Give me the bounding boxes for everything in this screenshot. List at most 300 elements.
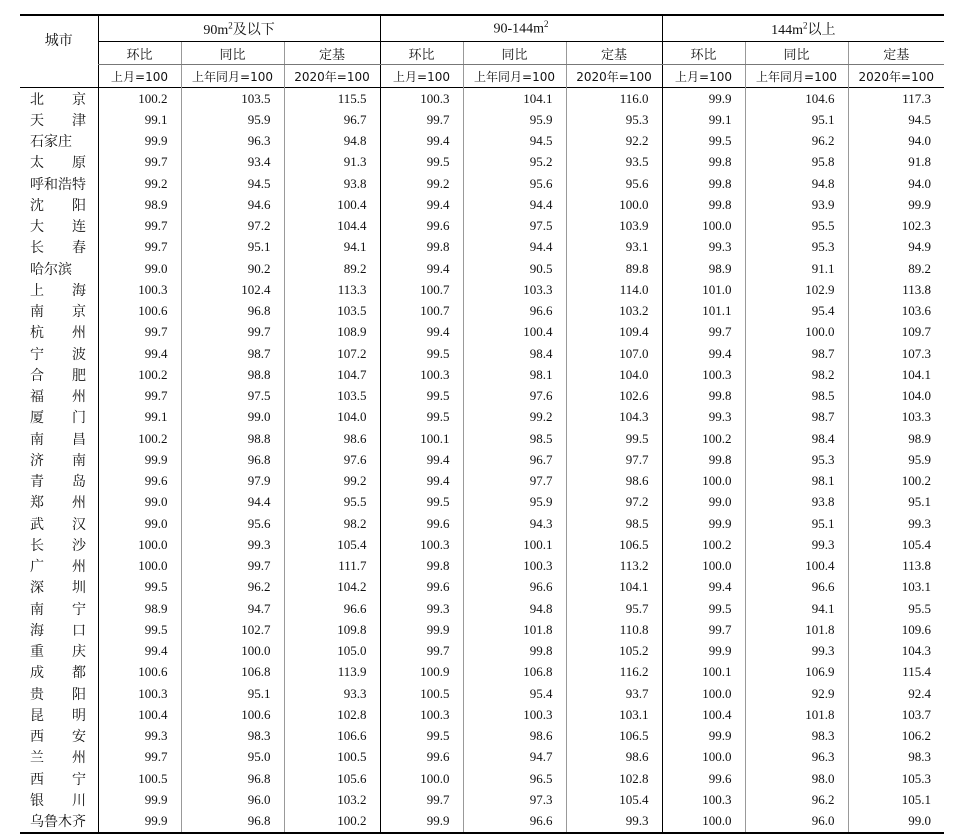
index-value-cell: 100.3 — [380, 88, 463, 110]
table-row — [20, 577, 944, 598]
index-value-cell: 99.9 — [662, 726, 745, 747]
index-value-cell: 110.8 — [566, 619, 662, 640]
index-value-cell: 98.6 — [566, 747, 662, 768]
index-value-cell: 98.1 — [463, 364, 566, 385]
index-value-cell: 96.2 — [745, 131, 848, 152]
index-value-cell: 113.8 — [848, 556, 944, 577]
index-value-cell: 99.3 — [181, 534, 284, 555]
index-value-cell: 99.6 — [380, 577, 463, 598]
index-value-cell: 103.5 — [284, 386, 380, 407]
index-value-cell: 99.8 — [662, 386, 745, 407]
table-row — [20, 88, 944, 110]
index-value-cell: 105.4 — [848, 534, 944, 555]
index-value-cell: 99.4 — [380, 258, 463, 279]
index-value-cell: 91.3 — [284, 152, 380, 173]
city-name-cell: 郑 州 — [30, 495, 86, 512]
index-value-cell: 99.3 — [745, 534, 848, 555]
city-name-cell: 呼和浩特 — [30, 176, 86, 193]
index-value-cell: 96.6 — [463, 301, 566, 322]
index-value-cell: 99.6 — [98, 471, 181, 492]
index-value-cell: 94.1 — [745, 598, 848, 619]
index-value-cell: 113.2 — [566, 556, 662, 577]
index-value-cell: 93.8 — [284, 173, 380, 194]
index-value-cell: 95.4 — [745, 301, 848, 322]
index-value-cell: 100.9 — [380, 662, 463, 683]
index-value-cell: 100.6 — [98, 301, 181, 322]
index-value-cell: 99.9 — [662, 88, 745, 110]
index-value-cell: 96.5 — [463, 768, 566, 789]
index-value-cell: 104.3 — [566, 407, 662, 428]
index-value-cell: 99.1 — [98, 407, 181, 428]
index-value-cell: 100.2 — [98, 364, 181, 385]
index-value-cell: 99.8 — [380, 556, 463, 577]
index-value-cell: 99.3 — [98, 726, 181, 747]
index-value-cell: 99.7 — [380, 109, 463, 130]
index-value-cell: 103.9 — [566, 216, 662, 237]
index-value-cell: 98.9 — [662, 258, 745, 279]
index-value-cell: 96.8 — [181, 768, 284, 789]
base-label-2020: 2020年=100 — [848, 65, 944, 88]
index-value-cell: 105.0 — [284, 641, 380, 662]
index-value-cell: 96.6 — [463, 811, 566, 833]
index-value-cell: 99.7 — [98, 322, 181, 343]
index-value-cell: 96.7 — [463, 449, 566, 470]
index-value-cell: 96.3 — [745, 747, 848, 768]
index-value-cell: 95.3 — [745, 237, 848, 258]
index-value-cell: 117.3 — [848, 88, 944, 110]
index-value-cell: 89.8 — [566, 258, 662, 279]
index-value-cell: 106.9 — [745, 662, 848, 683]
index-value-cell: 99.0 — [181, 407, 284, 428]
table-row — [20, 513, 944, 534]
city-name-cell: 青 岛 — [30, 474, 86, 491]
base-label-2020: 2020年=100 — [284, 65, 380, 88]
index-value-cell: 91.8 — [848, 152, 944, 173]
index-value-cell: 96.3 — [181, 131, 284, 152]
table-row — [20, 789, 944, 810]
index-value-cell: 102.7 — [181, 619, 284, 640]
index-value-cell: 94.5 — [848, 109, 944, 130]
index-value-cell: 95.6 — [181, 513, 284, 534]
index-value-cell: 95.1 — [745, 109, 848, 130]
index-value-cell: 98.6 — [566, 471, 662, 492]
index-value-cell: 95.7 — [566, 598, 662, 619]
index-value-cell: 100.7 — [380, 279, 463, 300]
index-value-cell: 98.5 — [745, 386, 848, 407]
index-value-cell: 104.4 — [284, 216, 380, 237]
index-value-cell: 96.8 — [181, 301, 284, 322]
index-value-cell: 100.2 — [98, 88, 181, 110]
index-value-cell: 94.7 — [181, 598, 284, 619]
index-value-cell: 98.9 — [98, 194, 181, 215]
index-value-cell: 100.2 — [284, 811, 380, 833]
index-value-cell: 103.3 — [463, 279, 566, 300]
city-name-cell: 武 汉 — [30, 516, 86, 533]
index-value-cell: 94.7 — [463, 747, 566, 768]
index-value-cell: 100.6 — [181, 704, 284, 725]
table-row — [20, 152, 944, 173]
index-value-cell: 94.4 — [463, 194, 566, 215]
index-value-cell: 97.5 — [463, 216, 566, 237]
index-value-cell: 98.5 — [566, 513, 662, 534]
index-value-cell: 95.3 — [745, 449, 848, 470]
index-value-cell: 92.4 — [848, 683, 944, 704]
table-row — [20, 109, 944, 130]
index-value-cell: 99.5 — [98, 619, 181, 640]
index-value-cell: 94.6 — [181, 194, 284, 215]
city-name-cell: 深 圳 — [30, 580, 86, 597]
sub-header-mom: 环比 — [380, 42, 463, 65]
index-value-cell: 99.2 — [380, 173, 463, 194]
city-column-header: 城市 — [44, 34, 73, 50]
city-name-cell: 济 南 — [30, 452, 86, 469]
index-value-cell: 94.3 — [463, 513, 566, 534]
index-value-cell: 104.3 — [848, 641, 944, 662]
index-value-cell: 108.9 — [284, 322, 380, 343]
index-value-cell: 94.5 — [181, 173, 284, 194]
index-value-cell: 105.6 — [284, 768, 380, 789]
index-value-cell: 95.9 — [463, 109, 566, 130]
index-value-cell: 99.4 — [380, 471, 463, 492]
index-value-cell: 94.0 — [848, 131, 944, 152]
index-value-cell: 99.9 — [380, 811, 463, 833]
table-row — [20, 237, 944, 258]
index-value-cell: 109.7 — [848, 322, 944, 343]
index-value-cell: 100.3 — [98, 683, 181, 704]
index-value-cell: 99.0 — [662, 492, 745, 513]
index-value-cell: 97.7 — [566, 449, 662, 470]
index-value-cell: 100.0 — [380, 768, 463, 789]
table-row — [20, 279, 944, 300]
index-value-cell: 96.6 — [463, 577, 566, 598]
table-row — [20, 619, 944, 640]
index-value-cell: 98.3 — [745, 726, 848, 747]
index-value-cell: 116.2 — [566, 662, 662, 683]
city-name-cell: 重 庆 — [30, 644, 86, 661]
sub-header-fixed-base: 定基 — [284, 42, 380, 65]
index-value-cell: 100.2 — [98, 428, 181, 449]
table-header — [20, 15, 944, 88]
table-row — [20, 471, 944, 492]
index-value-cell: 96.0 — [181, 789, 284, 810]
sub-header-yoy: 同比 — [745, 42, 848, 65]
index-value-cell: 104.0 — [566, 364, 662, 385]
index-value-cell: 113.3 — [284, 279, 380, 300]
index-value-cell: 99.7 — [380, 641, 463, 662]
index-value-cell: 99.4 — [98, 641, 181, 662]
index-value-cell: 103.5 — [284, 301, 380, 322]
table-row — [20, 683, 944, 704]
index-value-cell: 99.2 — [284, 471, 380, 492]
index-value-cell: 105.2 — [566, 641, 662, 662]
index-value-cell: 101.1 — [662, 301, 745, 322]
city-name-cell: 厦 门 — [30, 410, 86, 427]
index-value-cell: 98.4 — [463, 343, 566, 364]
index-value-cell: 98.9 — [848, 428, 944, 449]
index-value-cell: 104.1 — [463, 88, 566, 110]
index-value-cell: 98.4 — [745, 428, 848, 449]
index-value-cell: 100.3 — [380, 534, 463, 555]
table-row — [20, 449, 944, 470]
index-value-cell: 103.3 — [848, 407, 944, 428]
index-value-cell: 100.4 — [98, 704, 181, 725]
city-name-cell: 太 原 — [30, 155, 86, 172]
index-value-cell: 109.8 — [284, 619, 380, 640]
base-label-2020: 2020年=100 — [566, 65, 662, 88]
index-value-cell: 99.4 — [380, 194, 463, 215]
city-name-cell: 乌鲁木齐 — [30, 814, 86, 831]
index-value-cell: 95.1 — [181, 237, 284, 258]
index-value-cell: 102.6 — [566, 386, 662, 407]
index-value-cell: 98.2 — [284, 513, 380, 534]
sub-header-yoy: 同比 — [181, 42, 284, 65]
index-value-cell: 99.2 — [463, 407, 566, 428]
index-value-cell: 98.7 — [181, 343, 284, 364]
index-value-cell: 111.7 — [284, 556, 380, 577]
table-row — [20, 173, 944, 194]
index-value-cell: 99.5 — [380, 492, 463, 513]
index-value-cell: 100.5 — [98, 768, 181, 789]
index-value-cell: 99.8 — [662, 173, 745, 194]
index-value-cell: 99.0 — [98, 513, 181, 534]
index-value-cell: 100.3 — [463, 704, 566, 725]
table-body — [20, 88, 944, 833]
sub-header-yoy: 同比 — [463, 42, 566, 65]
index-value-cell: 104.0 — [848, 386, 944, 407]
index-value-cell: 100.4 — [662, 704, 745, 725]
index-value-cell: 95.5 — [848, 598, 944, 619]
index-value-cell: 103.7 — [848, 704, 944, 725]
index-value-cell: 99.3 — [662, 237, 745, 258]
index-value-cell: 99.5 — [380, 726, 463, 747]
index-value-cell: 106.5 — [566, 534, 662, 555]
index-value-cell: 99.7 — [181, 556, 284, 577]
table-row — [20, 556, 944, 577]
index-value-cell: 94.8 — [745, 173, 848, 194]
index-value-cell: 105.4 — [284, 534, 380, 555]
index-value-cell: 100.2 — [848, 471, 944, 492]
index-value-cell: 113.9 — [284, 662, 380, 683]
index-value-cell: 99.4 — [380, 131, 463, 152]
index-value-cell: 94.4 — [181, 492, 284, 513]
index-value-cell: 98.3 — [848, 747, 944, 768]
city-name-cell: 西 安 — [30, 729, 86, 746]
index-value-cell: 94.9 — [848, 237, 944, 258]
table-row — [20, 726, 944, 747]
index-value-cell: 99.3 — [848, 513, 944, 534]
sub-header-mom: 环比 — [98, 42, 181, 65]
group-header-under-90: $90m^2$及以下 — [98, 15, 380, 42]
index-value-cell: 106.5 — [566, 726, 662, 747]
index-value-cell: 115.5 — [284, 88, 380, 110]
index-value-cell: 100.0 — [745, 322, 848, 343]
index-value-cell: 99.8 — [662, 194, 745, 215]
index-value-cell: 99.9 — [662, 641, 745, 662]
index-value-cell: 99.5 — [380, 407, 463, 428]
city-name-cell: 福 州 — [30, 389, 86, 406]
index-value-cell: 96.6 — [745, 577, 848, 598]
index-value-cell: 100.0 — [662, 216, 745, 237]
index-value-cell: 103.2 — [566, 301, 662, 322]
index-value-cell: 99.0 — [98, 258, 181, 279]
index-value-cell: 98.8 — [181, 364, 284, 385]
index-value-cell: 94.5 — [463, 131, 566, 152]
index-value-cell: 99.5 — [566, 428, 662, 449]
index-value-cell: 100.0 — [98, 534, 181, 555]
table-row — [20, 534, 944, 555]
index-value-cell: 97.5 — [181, 386, 284, 407]
index-value-cell: 95.5 — [745, 216, 848, 237]
index-value-cell: 99.6 — [380, 513, 463, 534]
index-value-cell: 103.1 — [566, 704, 662, 725]
index-value-cell: 99.5 — [662, 131, 745, 152]
index-value-cell: 101.8 — [745, 619, 848, 640]
index-value-cell: 99.4 — [380, 449, 463, 470]
index-value-cell: 106.8 — [181, 662, 284, 683]
index-value-cell: 99.9 — [98, 811, 181, 833]
index-value-cell: 93.9 — [745, 194, 848, 215]
city-name-cell: 成 都 — [30, 665, 86, 682]
index-value-cell: 99.8 — [662, 152, 745, 173]
index-value-cell: 99.6 — [380, 216, 463, 237]
index-value-cell: 113.8 — [848, 279, 944, 300]
index-value-cell: 98.2 — [745, 364, 848, 385]
index-value-cell: 99.8 — [380, 237, 463, 258]
index-value-cell: 94.8 — [463, 598, 566, 619]
index-value-cell: 95.5 — [284, 492, 380, 513]
index-value-cell: 100.4 — [463, 322, 566, 343]
index-value-cell: 98.6 — [463, 726, 566, 747]
index-value-cell: 100.1 — [463, 534, 566, 555]
index-value-cell: 100.1 — [662, 662, 745, 683]
city-name-cell: 南 昌 — [30, 431, 86, 448]
index-value-cell: 99.1 — [98, 109, 181, 130]
city-name-cell: 杭 州 — [30, 325, 86, 342]
index-value-cell: 99.7 — [98, 152, 181, 173]
index-value-cell: 106.6 — [284, 726, 380, 747]
index-value-cell: 99.5 — [380, 386, 463, 407]
index-value-cell: 89.2 — [284, 258, 380, 279]
index-value-cell: 98.5 — [463, 428, 566, 449]
city-name-cell: 广 州 — [30, 559, 86, 576]
index-value-cell: 94.8 — [284, 131, 380, 152]
index-value-cell: 105.4 — [566, 789, 662, 810]
index-value-cell: 103.6 — [848, 301, 944, 322]
table-row — [20, 322, 944, 343]
index-value-cell: 94.1 — [284, 237, 380, 258]
index-value-cell: 107.2 — [284, 343, 380, 364]
index-value-cell: 102.3 — [848, 216, 944, 237]
index-value-cell: 100.2 — [662, 534, 745, 555]
table-row — [20, 216, 944, 237]
price-index-table-container — [20, 14, 944, 834]
index-value-cell: 99.9 — [98, 449, 181, 470]
index-value-cell: 93.7 — [566, 683, 662, 704]
index-value-cell: 99.4 — [380, 322, 463, 343]
table-row — [20, 407, 944, 428]
index-value-cell: 100.4 — [745, 556, 848, 577]
index-value-cell: 94.4 — [463, 237, 566, 258]
index-value-cell: 99.5 — [98, 577, 181, 598]
index-value-cell: 99.6 — [380, 747, 463, 768]
index-value-cell: 95.9 — [848, 449, 944, 470]
index-value-cell: 95.1 — [745, 513, 848, 534]
index-value-cell: 99.3 — [662, 407, 745, 428]
index-value-cell: 104.6 — [745, 88, 848, 110]
index-value-cell: 93.4 — [181, 152, 284, 173]
index-value-cell: 94.0 — [848, 173, 944, 194]
index-value-cell: 99.9 — [662, 513, 745, 534]
index-value-cell: 102.4 — [181, 279, 284, 300]
index-value-cell: 100.0 — [662, 747, 745, 768]
index-value-cell: 89.2 — [848, 258, 944, 279]
table-row — [20, 131, 944, 152]
sub-header-fixed-base: 定基 — [566, 42, 662, 65]
index-value-cell: 97.3 — [463, 789, 566, 810]
table-row — [20, 811, 944, 833]
index-value-cell: 99.2 — [98, 173, 181, 194]
index-value-cell: 100.0 — [662, 811, 745, 833]
index-value-cell: 100.4 — [284, 194, 380, 215]
index-value-cell: 95.6 — [566, 173, 662, 194]
index-value-cell: 96.8 — [181, 811, 284, 833]
group-header-over-144: $144m^2$以上 — [662, 15, 944, 42]
index-value-cell: 100.7 — [380, 301, 463, 322]
table-row — [20, 704, 944, 725]
index-value-cell: 99.3 — [566, 811, 662, 833]
index-value-cell: 100.5 — [380, 683, 463, 704]
index-value-cell: 100.5 — [284, 747, 380, 768]
index-value-cell: 104.7 — [284, 364, 380, 385]
index-value-cell: 101.8 — [463, 619, 566, 640]
index-value-cell: 90.5 — [463, 258, 566, 279]
index-value-cell: 104.1 — [566, 577, 662, 598]
index-value-cell: 95.1 — [181, 683, 284, 704]
city-name-cell: 西 宁 — [30, 771, 86, 788]
table-row — [20, 768, 944, 789]
table-row — [20, 641, 944, 662]
index-value-cell: 99.7 — [98, 386, 181, 407]
index-value-cell: 115.4 — [848, 662, 944, 683]
index-value-cell: 93.1 — [566, 237, 662, 258]
index-value-cell: 93.8 — [745, 492, 848, 513]
index-value-cell: 105.1 — [848, 789, 944, 810]
table-row — [20, 343, 944, 364]
index-value-cell: 92.2 — [566, 131, 662, 152]
index-value-cell: 98.8 — [181, 428, 284, 449]
index-value-cell: 116.0 — [566, 88, 662, 110]
index-value-cell: 102.8 — [284, 704, 380, 725]
table-row — [20, 492, 944, 513]
index-value-cell: 109.6 — [848, 619, 944, 640]
index-value-cell: 93.3 — [284, 683, 380, 704]
city-name-cell: 大 连 — [30, 219, 86, 236]
city-name-cell: 海 口 — [30, 622, 86, 639]
city-name-cell: 北 京 — [30, 91, 86, 108]
index-value-cell: 99.3 — [745, 641, 848, 662]
index-value-cell: 95.8 — [745, 152, 848, 173]
index-value-cell: 96.2 — [745, 789, 848, 810]
sub-header-fixed-base: 定基 — [848, 42, 944, 65]
city-name-cell: 石家庄 — [30, 134, 72, 151]
index-value-cell: 99.8 — [463, 641, 566, 662]
index-value-cell: 99.7 — [181, 322, 284, 343]
sub-header-mom: 环比 — [662, 42, 745, 65]
index-value-cell: 104.2 — [284, 577, 380, 598]
index-value-cell: 97.7 — [463, 471, 566, 492]
index-value-cell: 99.5 — [380, 152, 463, 173]
city-name-cell: 南 京 — [30, 304, 86, 321]
